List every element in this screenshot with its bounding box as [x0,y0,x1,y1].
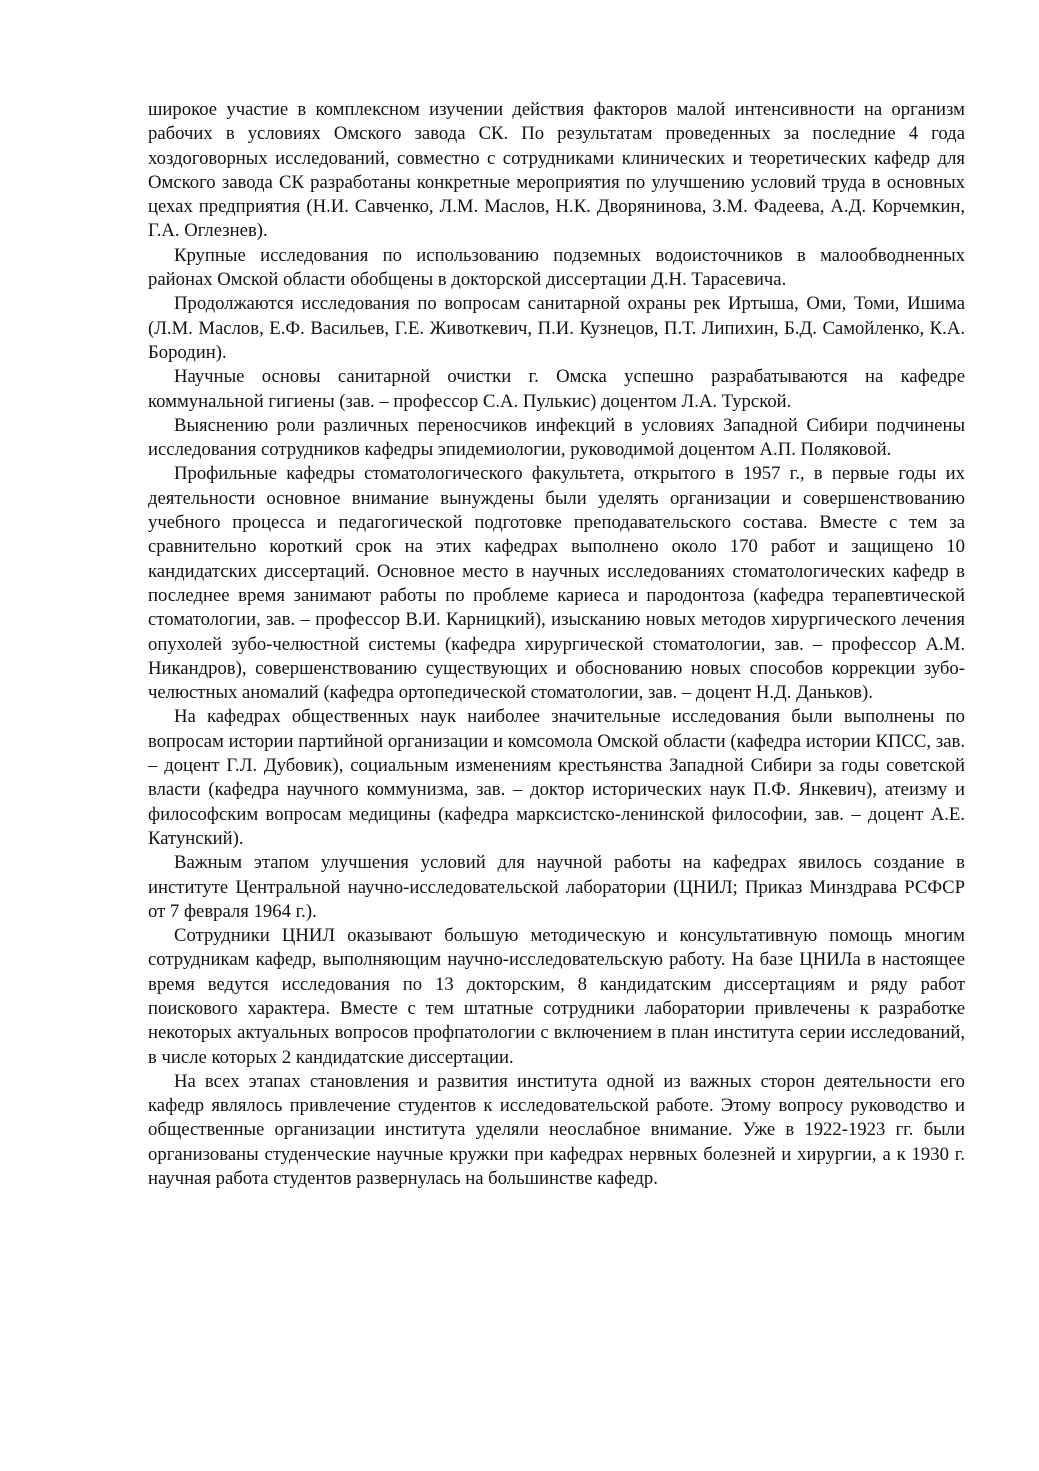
paragraph-dentistry: Профильные кафедры стоматологического факультета, открытого в 1957 г., в первые годы их деятельности основное внимание вынуждены были уделять организации и совершенствованию учебного процесса и педагогической подготовке преподавательского состава. Вместе с тем за сравнительно короткий срок на этих кафедрах выполнено около 170 работ и защищено 10 кандидатских диссертаций. Основное место в научных исследованиях стоматологических кафедр в последнее время занимают работы по проблеме кариеса и пародонтоза (кафедра терапевтической стоматологии, зав. – профессор В.И. Карницкий), изысканию новых методов хирургического лечения опухолей зубо-челюстной системы (кафедра хирургической стоматологии, зав. – профессор А.М. Никандров), совершенствованию существующих и обоснованию новых способов коррекции зубо-челюстных аномалий (кафедра ортопедической стоматологии, зав. – доцент Н.Д. Даньков). [148,463,965,704]
paragraph-epidemiology: Выяснению роли различных переносчиков инфекций в условиях Западной Сибири подчинены исследования сотрудников кафедры эпидемиологии, руководимой доцентом А.П. Поляковой. [148,414,965,461]
paragraph-cnil-work: Сотрудники ЦНИЛ оказывают большую методическую и консультативную помощь многим сотрудникам кафедр, выполняющим научно-исследовательскую работу. На базе ЦНИЛа в настоящее время ведутся исследования по 13 докторским, 8 кандидатским диссертациям и ряду работ поискового характера. Вместе с тем штатные сотрудники лаборатории привлечены к разработке некоторых актуальных вопросов профпатологии с включением в план института серии исследований, в числе которых 2 кандидатские диссертации. [148,925,965,1068]
paragraph-students: На всех этапах становления и развития института одной из важных сторон деятельности его кафедр являлось привлечение студентов к исследовательской работе. Этому вопросу руководство и общественные организации института уделяли неослабное внимание. Уже в 1922-1923 гг. были организованы студенческие научные кружки при кафедрах нервных болезней и хирургии, а к 1930 г. научная работа студентов развернулась на большинстве кафедр. [148,1070,965,1190]
paragraph-cnil-founding: Важным этапом улучшения условий для научной работы на кафедрах явилось создание в институте Центральной научно-исследовательской лаборатории (ЦНИЛ; Приказ Минздрава РСФСР от 7 февраля 1964 г.). [148,852,965,922]
paragraph-groundwater: Крупные исследования по использованию подземных водоисточников в малообводненных районах Омской области обобщены в докторской диссертации Д.Н. Тарасевича. [148,244,965,291]
paragraph-social-sciences: На кафедрах общественных наук наиболее значительные исследования были выполнены по вопросам истории партийной организации и комсомола Омской области (кафедра истории КПСС, зав. – доцент Г.Л. Дубовик), социальным изменениям крестьянства Западной Сибири за годы советской власти (кафедра научного коммунизма, зав. – доктор исторических наук П.Ф. Янкевич), атеизму и философским вопросам медицины (кафедра марксистско-ленинской философии, зав. – доцент А.Е. Катунский). [148,706,965,849]
paragraph-continuation: широкое участие в комплексном изучении действия факторов малой интенсивности на организм рабочих в условиях Омского завода СК. По результатам проведенных за последние 4 года хоздоговорных исследований, совместно с сотрудниками клинических и теоретических кафедр для Омского завода СК разработаны конкретные мероприятия по улучшению условий труда в основных цехах предприятия (Н.И. Савченко, Л.М. Маслов, Н.К. Дворянинова, З.М. Фадеева, А.Д. Корчемкин, Г.А. Оглезнев). [148,99,965,242]
paragraph-sanitation: Научные основы санитарной очистки г. Омска успешно разрабатываются на кафедре коммунальной гигиены (зав. – профессор С.А. Пулькис) доцентом Л.А. Турской. [148,366,965,412]
document-page [148,98,965,1191]
paragraph-river-protection: Продолжаются исследования по вопросам санитарной охраны рек Иртыша, Оми, Томи, Ишима (Л.М. Маслов, Е.Ф. Васильев, Г.Е. Животкевич, П.И. Кузнецов, П.Т. Липихин, Б.Д. Самойленко, К.А. Бородин). [148,293,965,363]
